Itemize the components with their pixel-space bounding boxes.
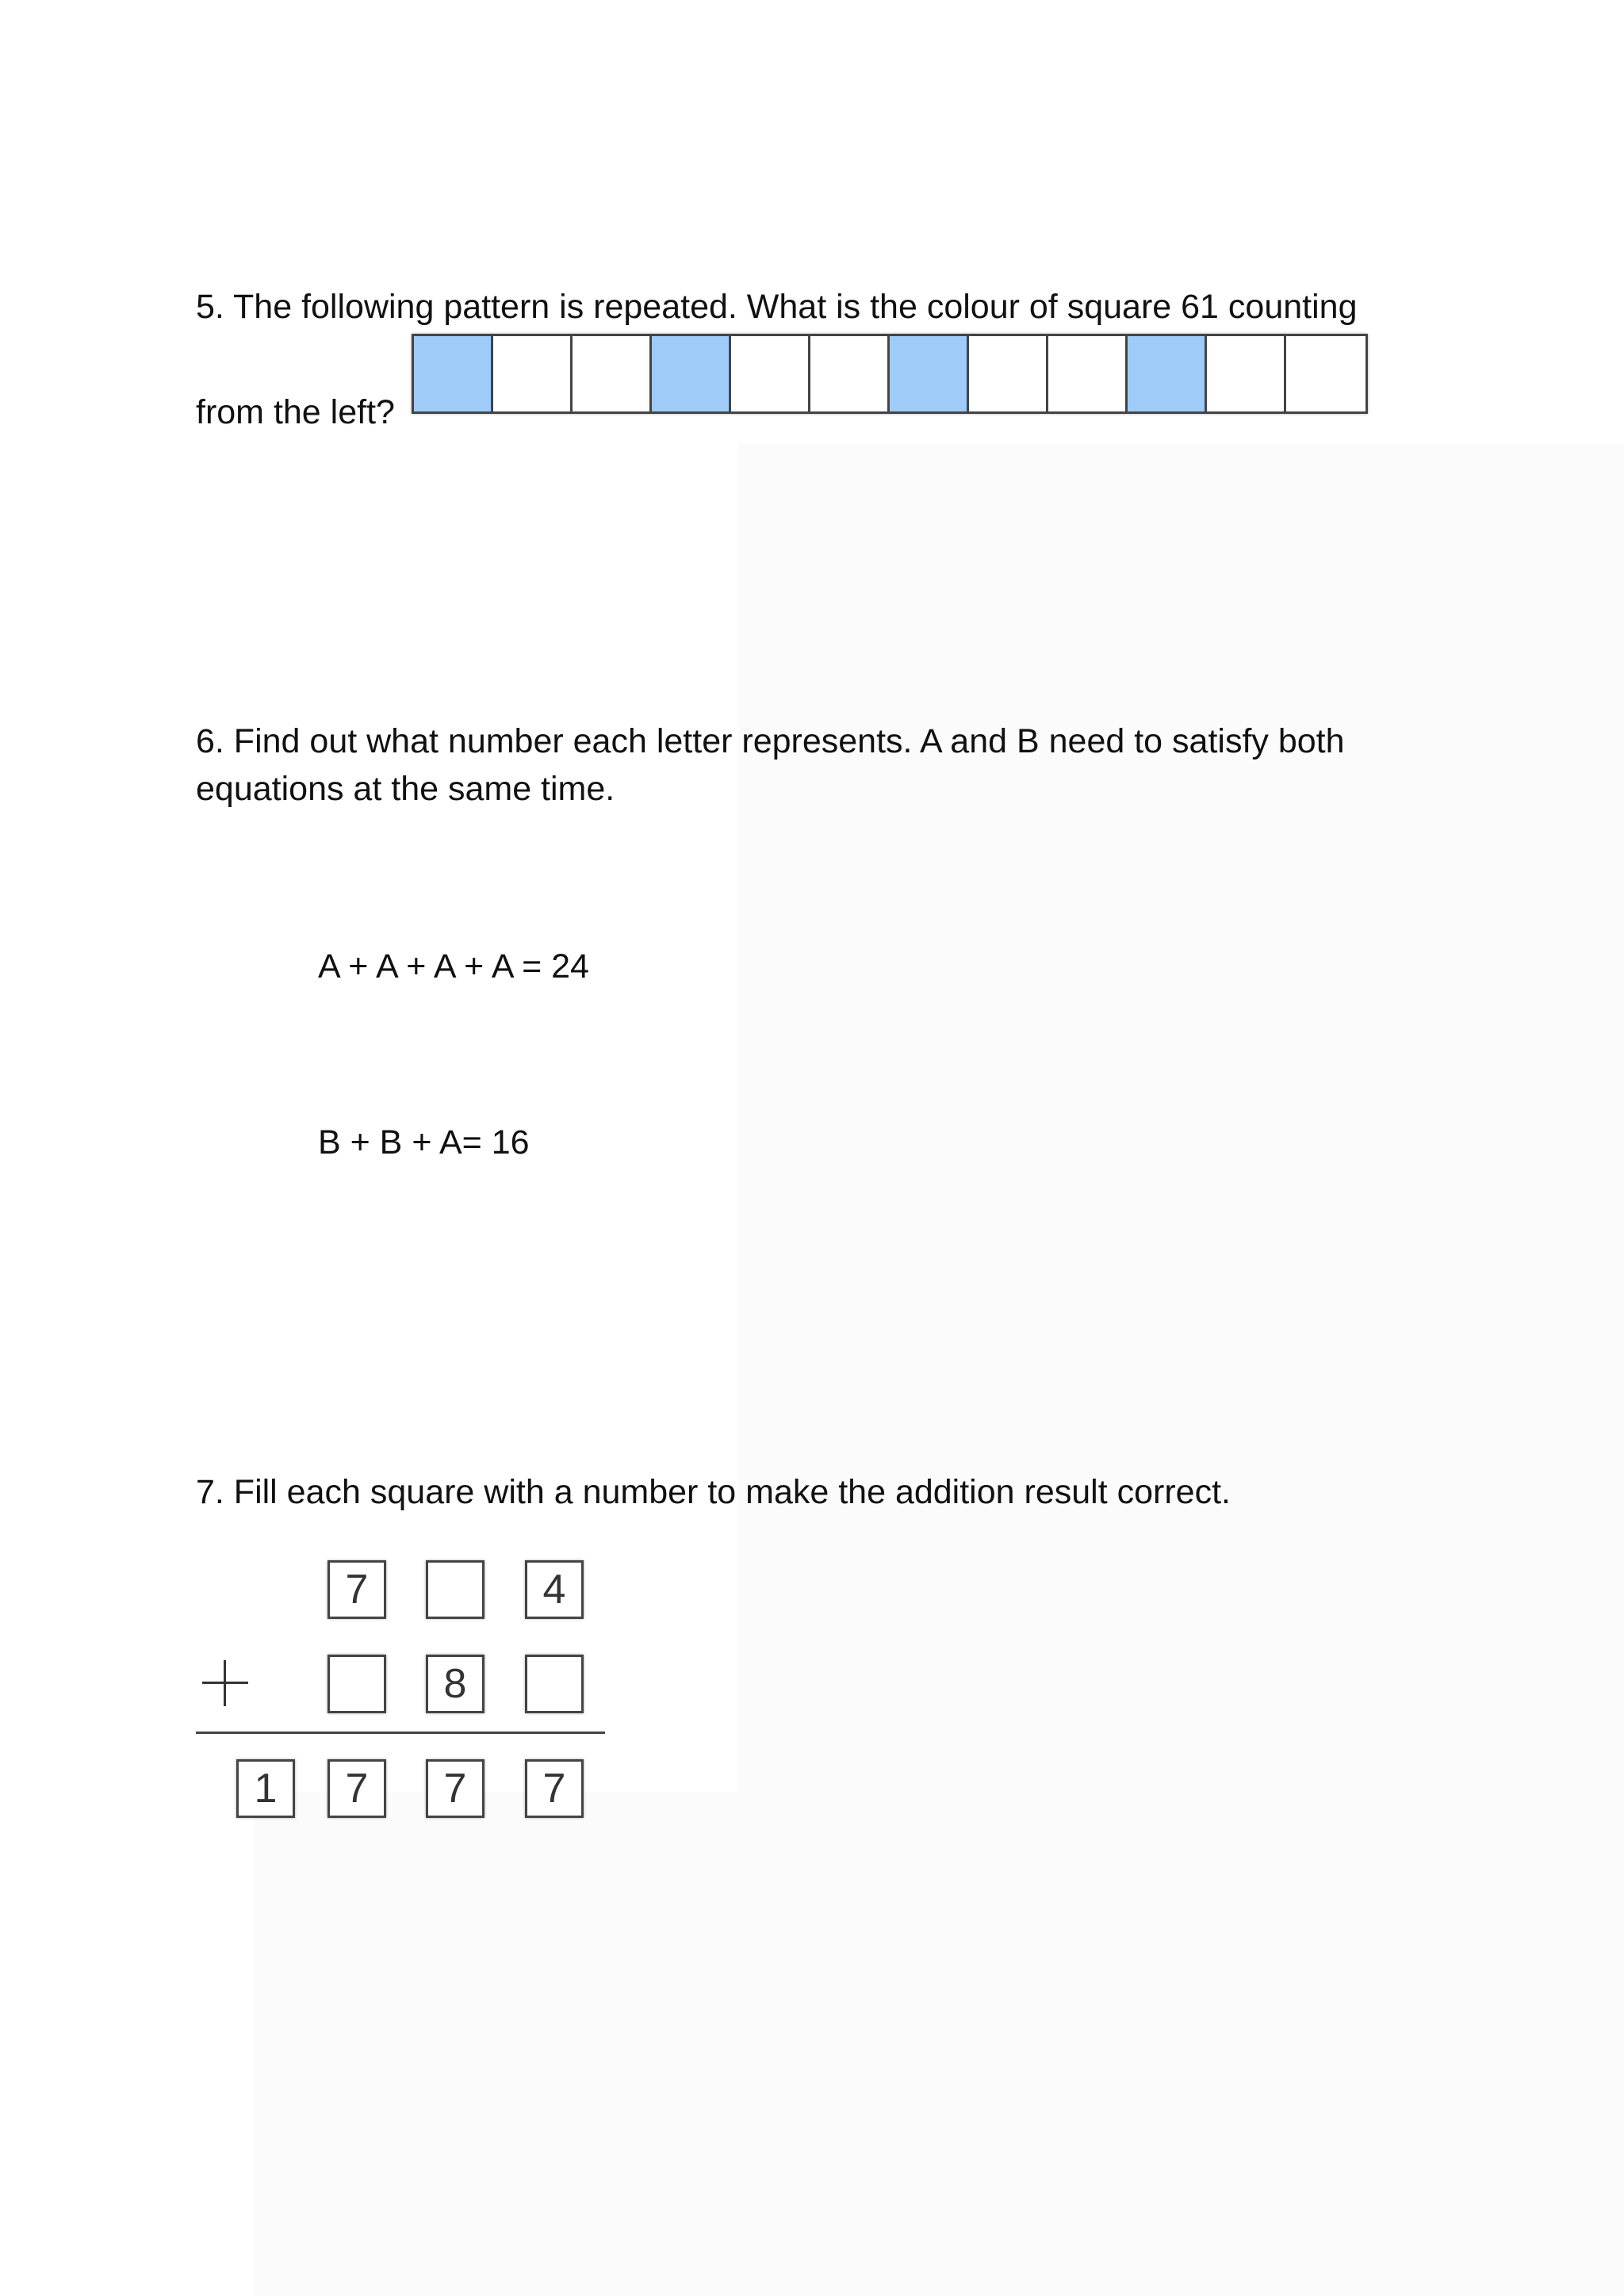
q5-text-line1: 5. The following pattern is repeated. What is the colour of square 61 counting xyxy=(196,288,1358,326)
pattern-square-7 xyxy=(890,336,969,411)
pattern-square-11 xyxy=(1207,336,1286,411)
pattern-square-6 xyxy=(810,336,890,411)
q7-text-line1: 7. Fill each square with a number to make the addition result correct. xyxy=(196,1473,1231,1511)
q6-equation-1: A + A + A + A = 24 xyxy=(318,947,589,985)
plus-sign-icon xyxy=(202,1660,248,1706)
pattern-square-2 xyxy=(493,336,573,411)
pattern-square-8 xyxy=(969,336,1048,411)
sum-divider-line xyxy=(196,1732,605,1734)
pattern-square-10 xyxy=(1128,336,1207,411)
pattern-square-4 xyxy=(652,336,731,411)
q7-row1-box-1: 7 xyxy=(327,1560,386,1619)
q7-row1-box-2[interactable] xyxy=(426,1560,485,1619)
q7-row1-box-3: 4 xyxy=(525,1560,584,1619)
q7-result-box-2: 7 xyxy=(327,1759,386,1818)
q6-equation-2: B + B + A= 16 xyxy=(318,1123,530,1161)
q7-result-box-1: 1 xyxy=(236,1759,295,1818)
q6-text-line1: 6. Find out what number each letter represents. A and B need to satisfy both xyxy=(196,722,1345,760)
q7-row2-box-3[interactable] xyxy=(525,1655,584,1713)
pattern-square-12 xyxy=(1286,336,1365,411)
q7-result-box-3: 7 xyxy=(426,1759,485,1818)
pattern-square-9 xyxy=(1048,336,1128,411)
pattern-square-3 xyxy=(573,336,652,411)
pattern-square-5 xyxy=(731,336,810,411)
q5-text-line2: from the left? xyxy=(196,393,395,431)
q6-text-line2: equations at the same time. xyxy=(196,770,615,808)
q7-row2-box-2: 8 xyxy=(426,1655,485,1713)
pattern-square-1 xyxy=(414,336,493,411)
scan-shading xyxy=(254,1792,737,2296)
q7-row2-box-1[interactable] xyxy=(327,1655,386,1713)
q5-pattern-strip xyxy=(412,334,1368,414)
q7-result-box-4: 7 xyxy=(525,1759,584,1818)
